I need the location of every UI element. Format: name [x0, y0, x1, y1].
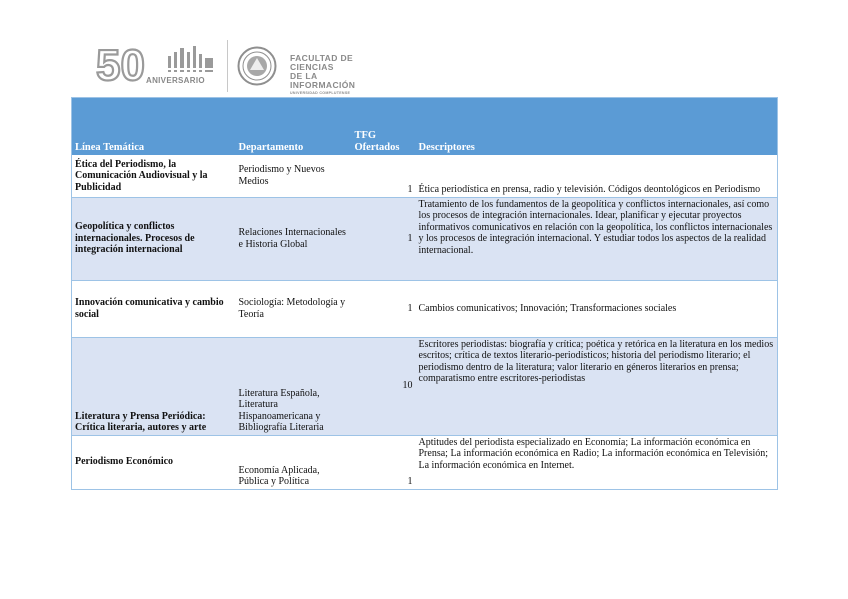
cell-linea: Ética del Periodismo, la Comunicación Audiovisual y la Publicidad	[72, 155, 236, 197]
faculty-line-1: FACULTAD DE CIENCIAS	[290, 53, 354, 72]
table-row	[72, 197, 778, 280]
column-header-tfg: TFG Ofertados	[352, 98, 416, 156]
faculty-line-2: DE LA INFORMACIÓN	[290, 71, 356, 90]
cell-linea: Literatura y Prensa Periódica: Crítica literaria, autores y arte	[72, 337, 236, 435]
table-row	[72, 337, 778, 435]
anniversary-logo	[96, 42, 221, 90]
cell-descriptores: Cambios comunicativos; Innovación; Transformaciones sociales	[416, 280, 778, 337]
cell-descriptores: Tratamiento de los fundamentos de la geopolítica y conflictos internacionales, así como los procesos de integración internacionales. Idear, planificar y ejecutar proyectos informativos comunicativos en relación con la geopolítica, los conflictos internacionales y los procesos de integración internacional. Y estudiar todos los aspectos de la realidad internacional.	[416, 197, 778, 280]
ucm-seal-icon	[237, 46, 277, 86]
cell-tfg: 1	[352, 435, 416, 489]
cell-descriptores: Aptitudes del periodista especializado en Economía; La información económica en Prensa; La información económica en Radio; La información económica en Televisión; La información económica en Internet.	[416, 435, 778, 489]
table-row	[72, 280, 778, 337]
column-header-descriptores: Descriptores	[416, 98, 778, 156]
cell-departamento: Relaciones Internacionales e Historia Global	[236, 197, 352, 280]
cell-tfg: 10	[352, 337, 416, 435]
cell-departamento: Periodismo y Nuevos Medios	[236, 155, 352, 197]
cell-linea: Geopolítica y conflictos internacionales. Procesos de integración internacional	[72, 197, 236, 280]
cell-departamento: Sociología: Metodología y Teoría	[236, 280, 352, 337]
cell-tfg: 1	[352, 280, 416, 337]
faculty-line-3: UNIVERSIDAD COMPLUTENSE	[290, 91, 351, 95]
cell-departamento: Economía Aplicada, Pública y Política	[236, 435, 352, 489]
table-row	[72, 155, 778, 197]
anniversary-number: 50	[96, 42, 145, 90]
column-header-departamento: Departamento	[236, 98, 352, 156]
cell-descriptores: Escritores periodistas: biografía y crítica; poética y retórica en la literatura en los medios escritos; crítica de textos literario-periodísticos; historia del periodismo literario; el periodismo dentro de la literatura; valor literario en géneros literarios en prensa; comparatismo entre escritores-periodistas	[416, 337, 778, 435]
table-header-row	[72, 98, 778, 156]
cell-departamento: Literatura Española, Literatura Hispanoamericana y Bibliografía Literaria	[236, 337, 352, 435]
faculty-name	[290, 54, 355, 102]
cell-tfg: 1	[352, 155, 416, 197]
column-header-linea: Línea Temática	[72, 98, 236, 156]
anniversary-label: ANIVERSARIO	[146, 76, 205, 85]
cell-descriptores: Ética periodística en prensa, radio y televisión. Códigos deontológicos en Periodismo	[416, 155, 778, 197]
tfg-table	[71, 97, 778, 490]
cell-linea: Innovación comunicativa y cambio social	[72, 280, 236, 337]
table-row	[72, 435, 778, 489]
cell-linea: Periodismo Económico	[72, 435, 236, 489]
cell-tfg: 1	[352, 197, 416, 280]
header-divider	[227, 40, 228, 92]
